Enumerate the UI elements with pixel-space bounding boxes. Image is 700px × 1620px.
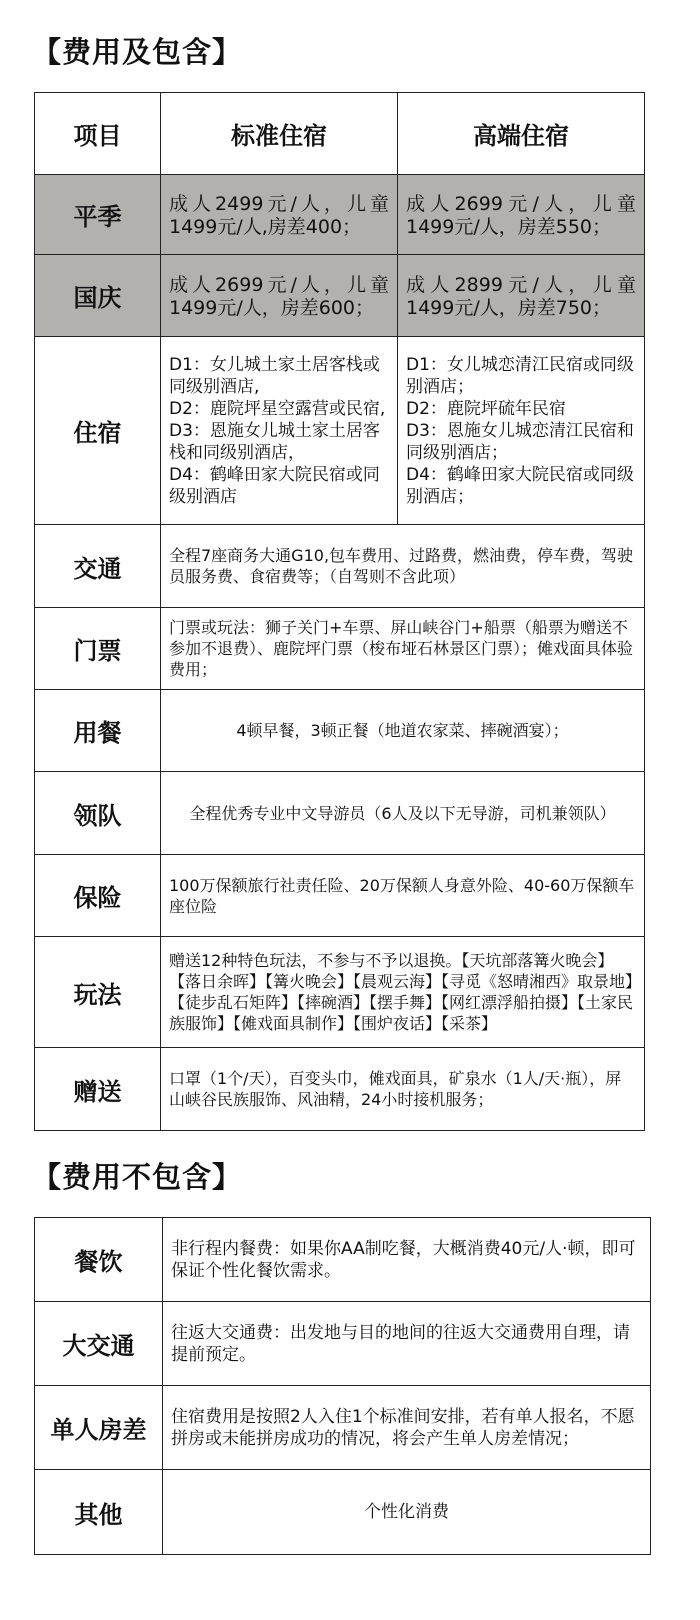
lodging-day-4: D4：鹤峰田家大院民宿或同级别酒店: [169, 464, 380, 507]
premium-lodging: [398, 337, 645, 525]
row-text: 门票或玩法：狮子关门+车票、屏山峡谷门+船票（船票为赠送不参加不退费）、鹿院坪门票（梭布垭石林景区门票）；傩戏面具体验费用；: [161, 608, 645, 690]
row-label: 赠送: [35, 1048, 161, 1131]
row-text: 100万保额旅行社责任险、20万保额人身意外险、40-60万保额车座位险: [161, 855, 645, 937]
lodging-day-3: D3：恩施女儿城土家土居客栈和同级别酒店，: [169, 420, 380, 463]
header-standard: 标准住宿: [161, 93, 398, 175]
row-label: 国庆: [35, 255, 161, 337]
lodging-day-1: D1：女儿城恋清江民宿或同级别酒店；: [406, 354, 634, 397]
included-section-title: 【费用及包含】: [32, 35, 243, 69]
lodging-day-3: D3：恩施女儿城恋清江民宿和同级别酒店；: [406, 420, 634, 463]
row-text: 4顿早餐，3顿正餐（地道农家菜、摔碗酒宴）；: [161, 690, 645, 772]
row-label: 保险: [35, 855, 161, 937]
row-label: 其他: [35, 1470, 163, 1555]
standard-price: 成人2499元/人，儿童1499元/人,房差400；: [161, 175, 398, 255]
row-text: 住宿费用是按照2人入住1个标准间安排，若有单人报名，不愿拼房或未能拼房成功的情况，将会产生单人房差情况；: [163, 1386, 651, 1470]
tickets-row: [35, 608, 645, 690]
row-label: 餐饮: [35, 1218, 163, 1302]
premium-price: 成人2899元/人，儿童1499元/人，房差750；: [398, 255, 645, 337]
row-text: 全程7座商务大通G10,包车费用、过路费，燃油费，停车费，驾驶员服务费、食宿费等；（自驾则不含此项）: [161, 525, 645, 608]
row-label: 门票: [35, 608, 161, 690]
standard-lodging: [161, 337, 398, 525]
premium-price: 成人2699元/人，儿童1499元/人，房差550；: [398, 175, 645, 255]
row-text: 口罩（1个/天），百变头巾，傩戏面具，矿泉水（1人/天·瓶），屏山峡谷民族服饰、风油精，24小时接机服务；: [161, 1048, 645, 1131]
lodging-row: [35, 337, 645, 525]
transport-row: [35, 525, 645, 608]
row-label: 玩法: [35, 937, 161, 1048]
header-row: [35, 93, 645, 175]
row-label: 领队: [35, 772, 161, 855]
header-premium: 高端住宿: [398, 93, 645, 175]
lodging-day-2: D2：鹿院坪硫年民宿: [406, 398, 566, 419]
excluded-single-room-row: [35, 1386, 651, 1470]
row-label: 交通: [35, 525, 161, 608]
lodging-day-2: D2：鹿院坪星空露营或民宿,: [169, 398, 386, 419]
row-text: 全程优秀专业中文导游员（6人及以下无导游，司机兼领队）: [161, 772, 645, 855]
row-label: 平季: [35, 175, 161, 255]
included-fees-table: [34, 92, 645, 1131]
header-item: 项目: [35, 93, 161, 175]
meals-row: [35, 690, 645, 772]
row-text: 个性化消费: [163, 1470, 651, 1555]
row-label: 用餐: [35, 690, 161, 772]
excluded-section-title: 【费用不包含】: [32, 1160, 243, 1194]
guide-row: [35, 772, 645, 855]
lodging-day-4: D4：鹤峰田家大院民宿或同级别酒店；: [406, 464, 634, 507]
row-text: 非行程内餐费：如果你AA制吃餐，大概消费40元/人·顿，即可保证个性化餐饮需求。: [163, 1218, 651, 1302]
price-row-national-day: [35, 255, 645, 337]
lodging-day-1: D1：女儿城土家土居客栈或同级别酒店,: [169, 354, 380, 397]
row-label: 单人房差: [35, 1386, 163, 1470]
excluded-transport-row: [35, 1302, 651, 1386]
excluded-other-row: [35, 1470, 651, 1555]
insurance-row: [35, 855, 645, 937]
row-label: 住宿: [35, 337, 161, 525]
row-text: 往返大交通费：出发地与目的地间的往返大交通费用自理，请提前预定。: [163, 1302, 651, 1386]
gifts-row: [35, 1048, 645, 1131]
excluded-fees-table: [34, 1217, 651, 1555]
row-label: 大交通: [35, 1302, 163, 1386]
activities-row: [35, 937, 645, 1048]
standard-price: 成人2699元/人，儿童1499元/人，房差600；: [161, 255, 398, 337]
price-row-regular: [35, 175, 645, 255]
excluded-meals-row: [35, 1218, 651, 1302]
row-text: 赠送12种特色玩法，不参与不予以退换。【天坑部落篝火晚会】【落日余晖】【篝火晚会】【晨观云海】【寻觅《怒晴湘西》取景地】【徒步乱石矩阵】【摔碗酒】【摆手舞】【网红漂浮船拍摄】【土家民族服饰】【傩戏面具制作】【围炉夜话】【采茶】: [161, 937, 645, 1048]
